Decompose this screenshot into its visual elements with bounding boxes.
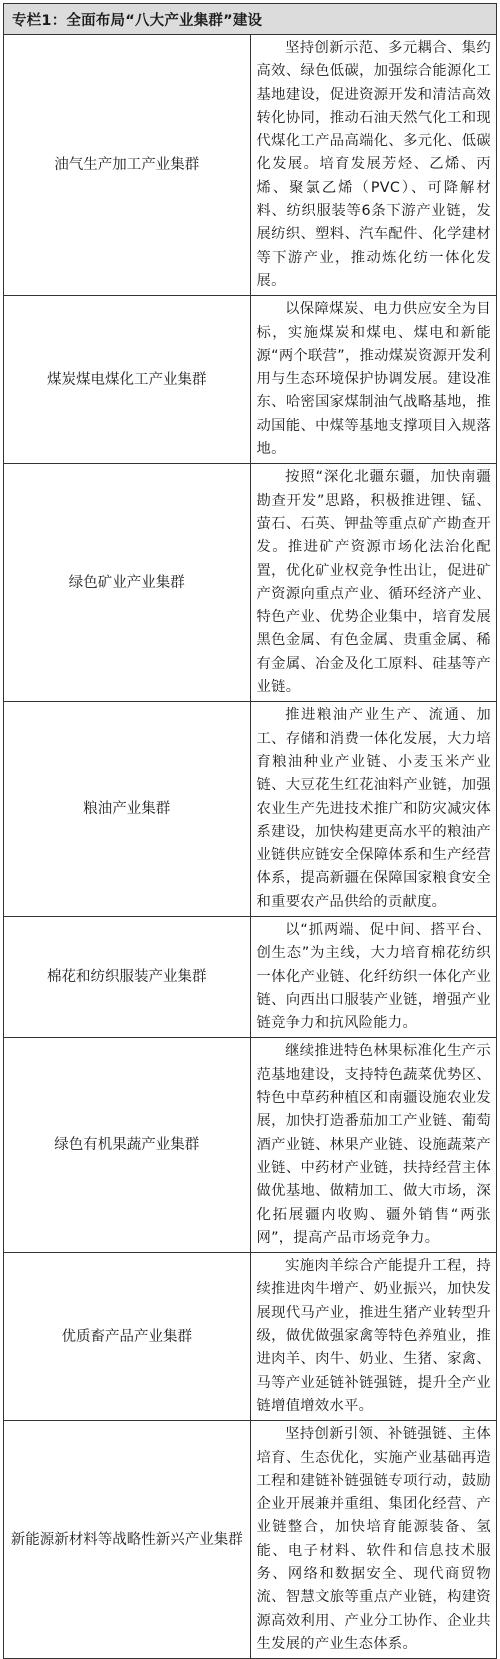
cluster-name: 煤炭煤电煤化工产业集群 bbox=[4, 296, 251, 464]
cluster-description-text: 实施肉羊综合产能提升工程，持续推进肉牛增产、奶业振兴，加快发展现代马产业，推进生猪产业转型升级，做优做强家禽等特色养殖业，推进肉羊、肉牛、奶业、生猪、家禽、马等产业延链补链强链，提升全产业链增值增效水平。 bbox=[256, 1258, 491, 1414]
table-row bbox=[4, 35, 497, 296]
cluster-description-text: 以“抓两端、促中间、搭平台、创生态”为主线，大力培育棉花纺织一体化产业链、化纤纺织一体化产业链、向西出口服装产业链，增强产业链竞争力和抗风险能力。 bbox=[256, 921, 491, 1032]
table-title: 专栏1：全面布局“八大产业集群”建设 bbox=[4, 4, 497, 35]
cluster-description-text: 推进粮油产业生产、流通、加工、存储和消费一体化发展，大力培育粮油种业产业链、小麦玉米产业链、大豆花生红花油料产业链，加强农业生产先进技术推广和防灾减灾体系建设，加快构建更高水平的粮油产业链供应链安全保障体系和生产经营体系，提高新疆在保障国家粮食安全和重要农产品供给的贡献度。 bbox=[256, 707, 491, 910]
cluster-description-text: 以保障煤炭、电力供应安全为目标，实施煤炭和煤电、煤电和新能源“两个联营”，推动煤炭资源开发利用与生态环境保护协调发展。建设准东、哈密国家煤制油气战略基地，推动国能、中煤等基地支撑项目入规落地。 bbox=[256, 301, 491, 458]
cluster-description bbox=[250, 464, 497, 702]
cluster-description-text: 坚持创新引领、补链强链、主体培育、生态优化，实施产业基础再造工程和建链补链强链专项行动，鼓励企业开展兼并重组、集团化经营、产业链整合，加快培育能源装备、氢能、电子材料、软件和信息技术服务、网络和数据安全、现代商贸物流、智慧文旅等重点产业链，构建资源高效利用、产业分工协作、企业共生发展的产业生态体系。 bbox=[256, 1426, 491, 1652]
cluster-name: 新能源新材料等战略性新兴产业集群 bbox=[4, 1421, 251, 1659]
cluster-description bbox=[250, 1038, 497, 1253]
cluster-name: 绿色有机果蔬产业集群 bbox=[4, 1038, 251, 1253]
table-title-row bbox=[4, 4, 497, 35]
table-row bbox=[4, 702, 497, 917]
table-row bbox=[4, 1253, 497, 1421]
cluster-description bbox=[250, 35, 497, 296]
table-row bbox=[4, 1038, 497, 1253]
cluster-name: 优质畜产品产业集群 bbox=[4, 1253, 251, 1421]
cluster-name: 粮油产业集群 bbox=[4, 702, 251, 917]
cluster-description bbox=[250, 702, 497, 917]
table-row bbox=[4, 296, 497, 464]
cluster-description bbox=[250, 296, 497, 464]
cluster-name: 绿色矿业产业集群 bbox=[4, 464, 251, 702]
cluster-name: 油气生产加工产业集群 bbox=[4, 35, 251, 296]
cluster-description bbox=[250, 1421, 497, 1659]
industry-cluster-table bbox=[3, 3, 497, 1659]
cluster-description bbox=[250, 916, 497, 1037]
cluster-description-text: 按照“深化北疆东疆，加快南疆勘查开发”思路，积极推进锂、锰、萤石、石英、钾盐等重点矿产勘查开发。推进矿产资源市场化法治化配置，优化矿业权竞争性出让，促进矿产资源向重点产业、循环经济产业、特色产业、优势企业集中，培育发展黑色金属、有色金属、贵重金属、稀有金属、冶金及化工原料、硅基等产业链。 bbox=[256, 469, 491, 696]
cluster-description-text: 坚持创新示范、多元耦合、集约高效、绿色低碳，加强综合能源化工基地建设，促进资源开发和清洁高效转化协同，推动石油天然气化工和现代煤化工产品高端化、多元化、低碳化发展。培育发展芳烃、乙烯、丙烯、聚氯乙烯（PVC）、可降解材料、纺织服装等6条下游产业链，发展纺织、塑料、汽车配件、化学建材等下游产业，推动炼化纺一体化发展。 bbox=[256, 40, 491, 289]
cluster-description bbox=[250, 1253, 497, 1421]
table-row bbox=[4, 1421, 497, 1659]
table-row bbox=[4, 464, 497, 702]
column-table-container bbox=[3, 3, 497, 1659]
cluster-description-text: 继续推进特色林果标准化生产示范基地建设，支持特色蔬菜优势区、特色中草药种植区和南疆设施农业发展，加快打造番茄加工产业链、葡萄酒产业链、林果产业链、设施蔬菜产业链、中药材产业链，扶持经营主体做优基地、做精加工、做大市场，深化拓展疆内收购、疆外销售“两张网”，提高产品市场竞争力。 bbox=[256, 1043, 491, 1246]
cluster-name: 棉花和纺织服装产业集群 bbox=[4, 916, 251, 1037]
table-row bbox=[4, 916, 497, 1037]
